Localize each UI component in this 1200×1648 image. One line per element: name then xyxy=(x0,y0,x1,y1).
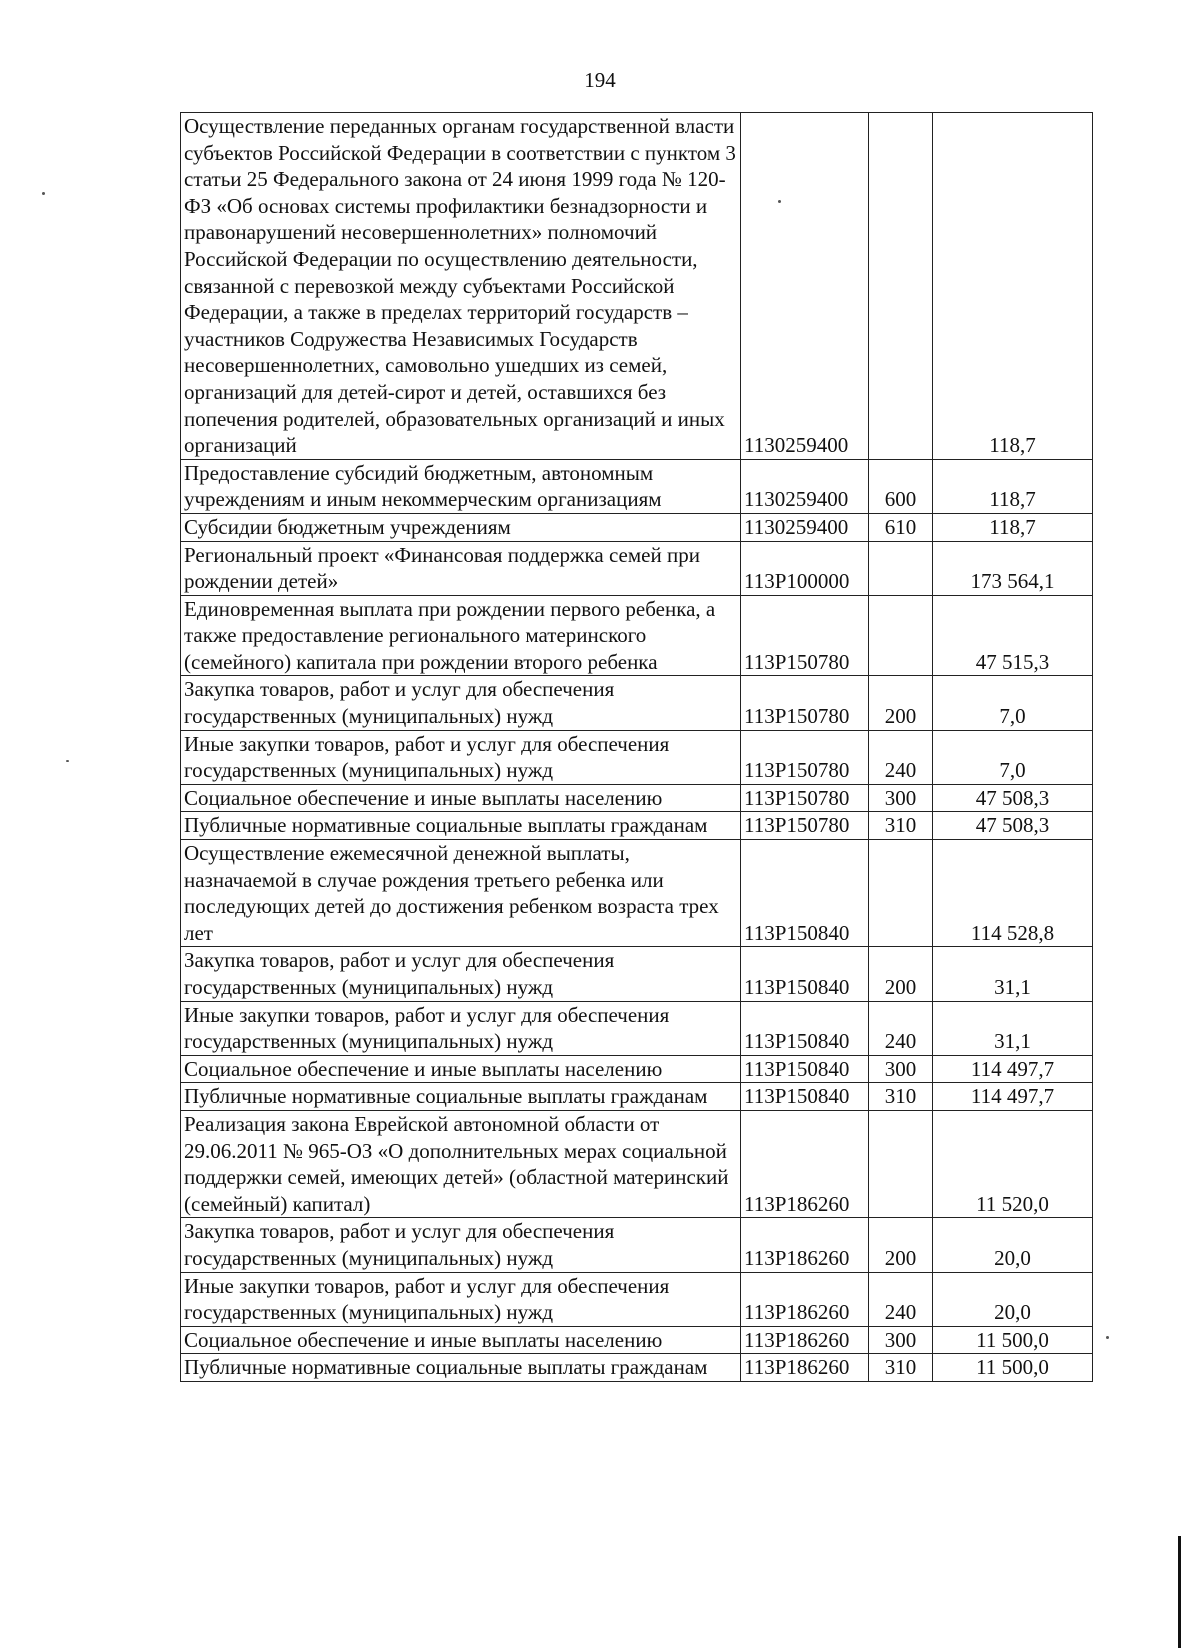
table-row xyxy=(181,1110,1093,1217)
budget-table xyxy=(180,112,1093,1382)
table-row xyxy=(181,1272,1093,1326)
table-row xyxy=(181,595,1093,676)
row-description: Социальное обеспечение и иные выплаты населению xyxy=(181,1326,741,1354)
budget-table-body xyxy=(181,113,1093,1382)
row-description: Иные закупки товаров, работ и услуг для обеспечения государственных (муниципальных) нужд xyxy=(181,1272,741,1326)
row-expense-type xyxy=(869,113,933,460)
row-target-code: 113P150780 xyxy=(741,676,869,730)
row-description: Социальное обеспечение и иные выплаты населению xyxy=(181,1055,741,1083)
row-amount: 114 528,8 xyxy=(933,840,1093,947)
row-description: Осуществление переданных органам государственной власти субъектов Российской Федерации в соответствии с пунктом 3 статьи 25 Федерального закона от 24 июня 1999 года № 120-ФЗ «Об основах системы профилактики безнадзорности и правонарушений несовершеннолетних» полномочий Российской Федерации по осуществлению деятельности, связанной с перевозкой между субъектами Российской Федерации, а также в пределах территорий государств – участников Содружества Независимых Государств несовершеннолетних, самовольно ушедших из семей, организаций для детей-сирот и детей, оставшихся без попечения родителей, образовательных организаций и иных организаций xyxy=(181,113,741,460)
row-expense-type xyxy=(869,1110,933,1217)
row-description: Закупка товаров, работ и услуг для обеспечения государственных (муниципальных) нужд xyxy=(181,947,741,1001)
row-amount: 20,0 xyxy=(933,1272,1093,1326)
table-row xyxy=(181,947,1093,1001)
row-expense-type: 310 xyxy=(869,1354,933,1382)
row-amount: 11 500,0 xyxy=(933,1354,1093,1382)
row-amount: 118,7 xyxy=(933,513,1093,541)
row-description: Региональный проект «Финансовая поддержка семей при рождении детей» xyxy=(181,541,741,595)
row-target-code: 113P150840 xyxy=(741,1001,869,1055)
row-target-code: 113P150780 xyxy=(741,730,869,784)
row-description: Закупка товаров, работ и услуг для обеспечения государственных (муниципальных) нужд xyxy=(181,1218,741,1272)
row-target-code: 113P150840 xyxy=(741,1083,869,1111)
row-expense-type: 300 xyxy=(869,1055,933,1083)
row-amount: 47 508,3 xyxy=(933,812,1093,840)
row-description: Социальное обеспечение и иные выплаты населению xyxy=(181,784,741,812)
row-description: Предоставление субсидий бюджетным, автономным учреждениям и иным некоммерческим организациям xyxy=(181,459,741,513)
row-target-code: 113P186260 xyxy=(741,1110,869,1217)
scan-speck xyxy=(778,200,781,203)
table-row xyxy=(181,784,1093,812)
row-target-code: 1130259400 xyxy=(741,513,869,541)
row-expense-type xyxy=(869,541,933,595)
row-amount: 118,7 xyxy=(933,459,1093,513)
row-target-code: 113P186260 xyxy=(741,1326,869,1354)
row-amount: 118,7 xyxy=(933,113,1093,460)
row-target-code: 113P186260 xyxy=(741,1272,869,1326)
row-expense-type: 200 xyxy=(869,1218,933,1272)
table-row xyxy=(181,459,1093,513)
table-row xyxy=(181,1055,1093,1083)
table-row xyxy=(181,1354,1093,1382)
row-expense-type xyxy=(869,840,933,947)
row-description: Публичные нормативные социальные выплаты гражданам xyxy=(181,1083,741,1111)
row-amount: 20,0 xyxy=(933,1218,1093,1272)
scan-edge-mark xyxy=(1178,1536,1181,1648)
row-expense-type: 240 xyxy=(869,730,933,784)
row-amount: 114 497,7 xyxy=(933,1055,1093,1083)
row-target-code: 113P150780 xyxy=(741,595,869,676)
table-row xyxy=(181,840,1093,947)
table-row xyxy=(181,1326,1093,1354)
row-target-code: 113P150780 xyxy=(741,784,869,812)
row-target-code: 113P150840 xyxy=(741,1055,869,1083)
row-expense-type: 600 xyxy=(869,459,933,513)
row-target-code: 113P150840 xyxy=(741,947,869,1001)
row-expense-type: 310 xyxy=(869,1083,933,1111)
row-amount: 31,1 xyxy=(933,947,1093,1001)
table-row xyxy=(181,513,1093,541)
table-row xyxy=(181,1218,1093,1272)
row-target-code: 1130259400 xyxy=(741,459,869,513)
table-row xyxy=(181,1083,1093,1111)
row-description: Публичные нормативные социальные выплаты гражданам xyxy=(181,1354,741,1382)
scan-speck xyxy=(1106,1336,1109,1339)
table-row xyxy=(181,676,1093,730)
table-row xyxy=(181,730,1093,784)
row-expense-type: 240 xyxy=(869,1001,933,1055)
row-expense-type xyxy=(869,595,933,676)
table-row xyxy=(181,541,1093,595)
row-description: Субсидии бюджетным учреждениям xyxy=(181,513,741,541)
row-expense-type: 300 xyxy=(869,784,933,812)
row-amount: 114 497,7 xyxy=(933,1083,1093,1111)
row-amount: 11 520,0 xyxy=(933,1110,1093,1217)
row-amount: 7,0 xyxy=(933,730,1093,784)
row-description: Иные закупки товаров, работ и услуг для обеспечения государственных (муниципальных) нужд xyxy=(181,730,741,784)
row-amount: 11 500,0 xyxy=(933,1326,1093,1354)
table-row xyxy=(181,1001,1093,1055)
row-target-code: 1130259400 xyxy=(741,113,869,460)
row-expense-type: 200 xyxy=(869,676,933,730)
row-expense-type: 300 xyxy=(869,1326,933,1354)
table-row xyxy=(181,812,1093,840)
row-target-code: 113P186260 xyxy=(741,1218,869,1272)
row-amount: 31,1 xyxy=(933,1001,1093,1055)
row-target-code: 113P150780 xyxy=(741,812,869,840)
row-description: Единовременная выплата при рождении первого ребенка, а также предоставление регионального материнского (семейного) капитала при рождении второго ребенка xyxy=(181,595,741,676)
row-description: Осуществление ежемесячной денежной выплаты, назначаемой в случае рождения третьего ребенка или последующих детей до достижения ребенком возраста трех лет xyxy=(181,840,741,947)
table-row xyxy=(181,113,1093,460)
row-expense-type: 240 xyxy=(869,1272,933,1326)
row-description: Реализация закона Еврейской автономной области от 29.06.2011 № 965-ОЗ «О дополнительных мерах социальной поддержки семей, имеющих детей» (областной материнский (семейный) капитал) xyxy=(181,1110,741,1217)
row-description: Закупка товаров, работ и услуг для обеспечения государственных (муниципальных) нужд xyxy=(181,676,741,730)
row-amount: 7,0 xyxy=(933,676,1093,730)
scan-speck xyxy=(66,760,69,762)
row-target-code: 113P100000 xyxy=(741,541,869,595)
row-expense-type: 610 xyxy=(869,513,933,541)
row-amount: 47 515,3 xyxy=(933,595,1093,676)
scan-speck xyxy=(42,192,45,195)
row-amount: 47 508,3 xyxy=(933,784,1093,812)
row-expense-type: 200 xyxy=(869,947,933,1001)
row-target-code: 113P150840 xyxy=(741,840,869,947)
row-target-code: 113P186260 xyxy=(741,1354,869,1382)
page-number: 194 xyxy=(584,68,616,92)
row-description: Иные закупки товаров, работ и услуг для обеспечения государственных (муниципальных) нужд xyxy=(181,1001,741,1055)
row-amount: 173 564,1 xyxy=(933,541,1093,595)
row-description: Публичные нормативные социальные выплаты гражданам xyxy=(181,812,741,840)
row-expense-type: 310 xyxy=(869,812,933,840)
